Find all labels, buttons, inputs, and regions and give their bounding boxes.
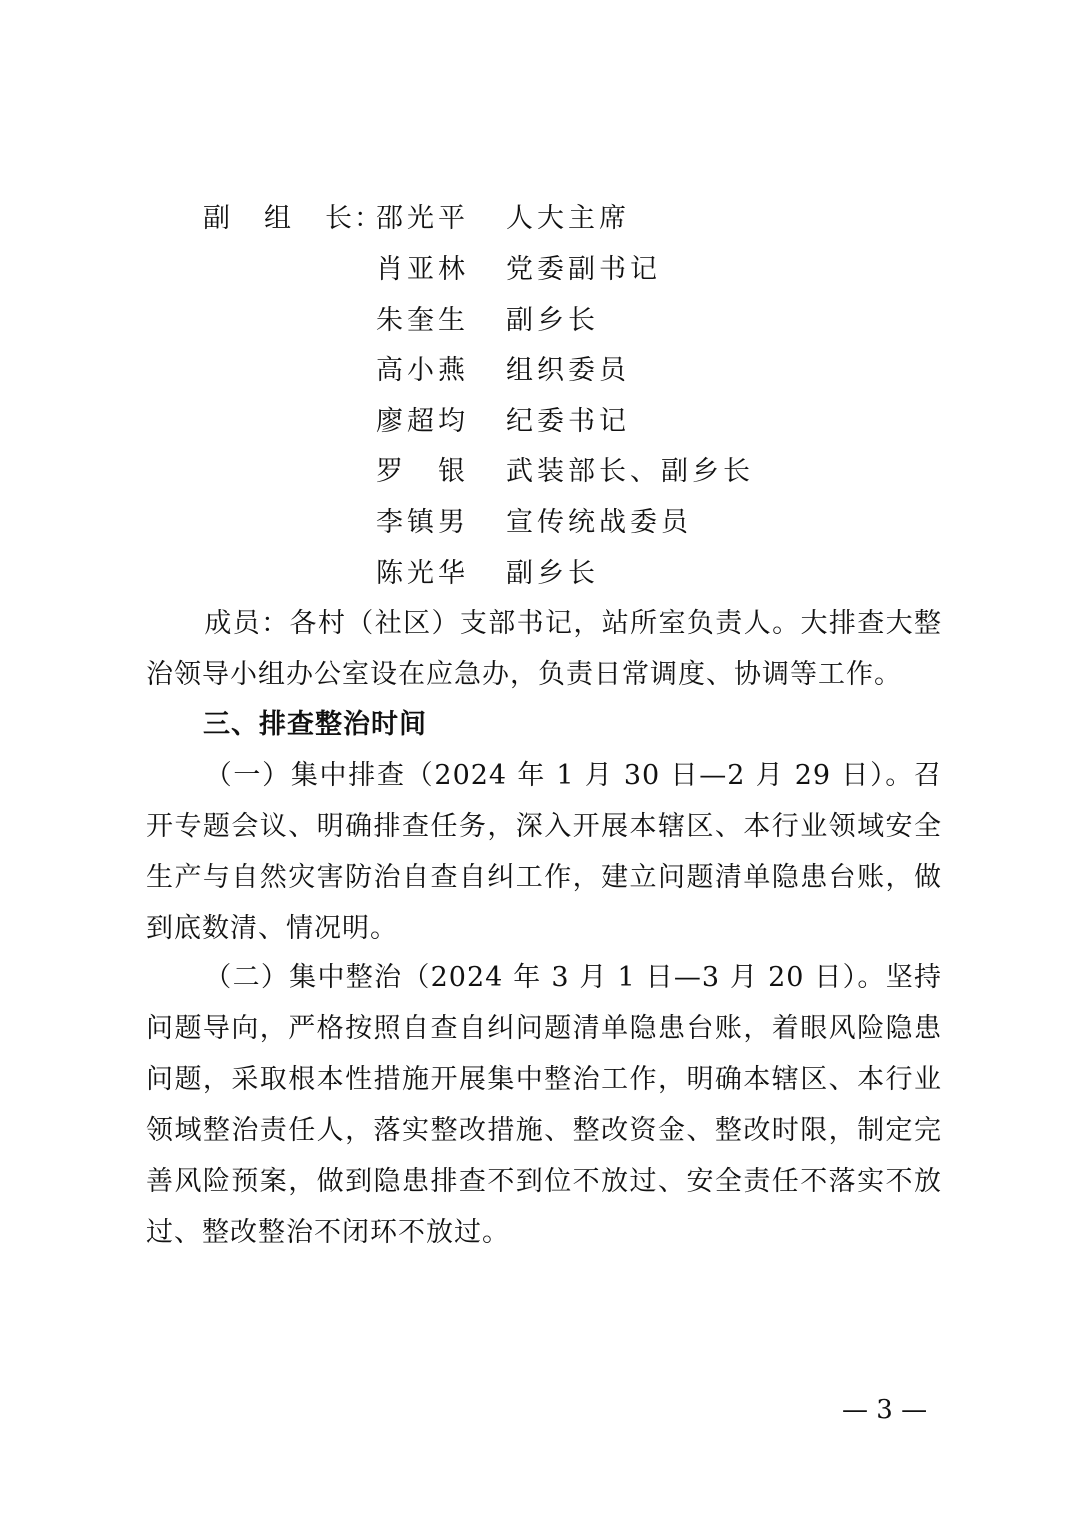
member-position: 党委副书记 xyxy=(506,254,661,285)
section-heading: 三、排查整治时间 xyxy=(203,709,427,740)
role-label: 副 组 长： xyxy=(203,203,383,234)
member-position: 副乡长 xyxy=(506,558,599,589)
member-name: 肖亚林 xyxy=(376,254,469,285)
member-name: 廖超均 xyxy=(376,406,469,437)
member-name: 陈光华 xyxy=(376,558,469,589)
member-position: 宣传统战委员 xyxy=(506,507,692,538)
member-position: 人大主席 xyxy=(506,203,630,234)
member-name: 高小燕 xyxy=(376,355,469,386)
member-name: 邵光平 xyxy=(376,203,469,234)
member-position: 武装部长、副乡长 xyxy=(506,456,754,487)
page-number: — 3 — xyxy=(842,1395,928,1425)
member-position: 纪委书记 xyxy=(506,406,630,437)
member-position: 副乡长 xyxy=(506,305,599,336)
member-name: 朱奎生 xyxy=(376,305,469,336)
paragraph-centralized-rectification: （二）集中整治（2024 年 3 月 1 日—3 月 20 日）。坚持问题导向，严格按照自查自纠问题清单隐患台账，着眼风险隐患问题，采取根本性措施开展集中整治工作，明确本辖区、本行业领域整治责任人，落实整改措施、整改资金、整改时限，制定完善风险预案，做到隐患排查不到位不放过、安全责任不落实不放过、整改整治不闭环不放过。 xyxy=(146,962,942,1248)
paragraph-centralized-inspection: （一）集中排查（2024 年 1 月 30 日—2 月 29 日）。召开专题会议、明确排查任务，深入开展本辖区、本行业领域安全生产与自然灾害防治自查自纠工作，建立问题清单隐患台账，做到底数清、情况明。 xyxy=(146,760,942,944)
members-paragraph: 成员：各村（社区）支部书记，站所室负责人。大排查大整治领导小组办公室设在应急办，负责日常调度、协调等工作。 xyxy=(146,608,942,690)
member-name: 罗 银 xyxy=(376,456,469,487)
member-name: 李镇男 xyxy=(376,507,469,538)
member-position: 组织委员 xyxy=(506,355,630,386)
